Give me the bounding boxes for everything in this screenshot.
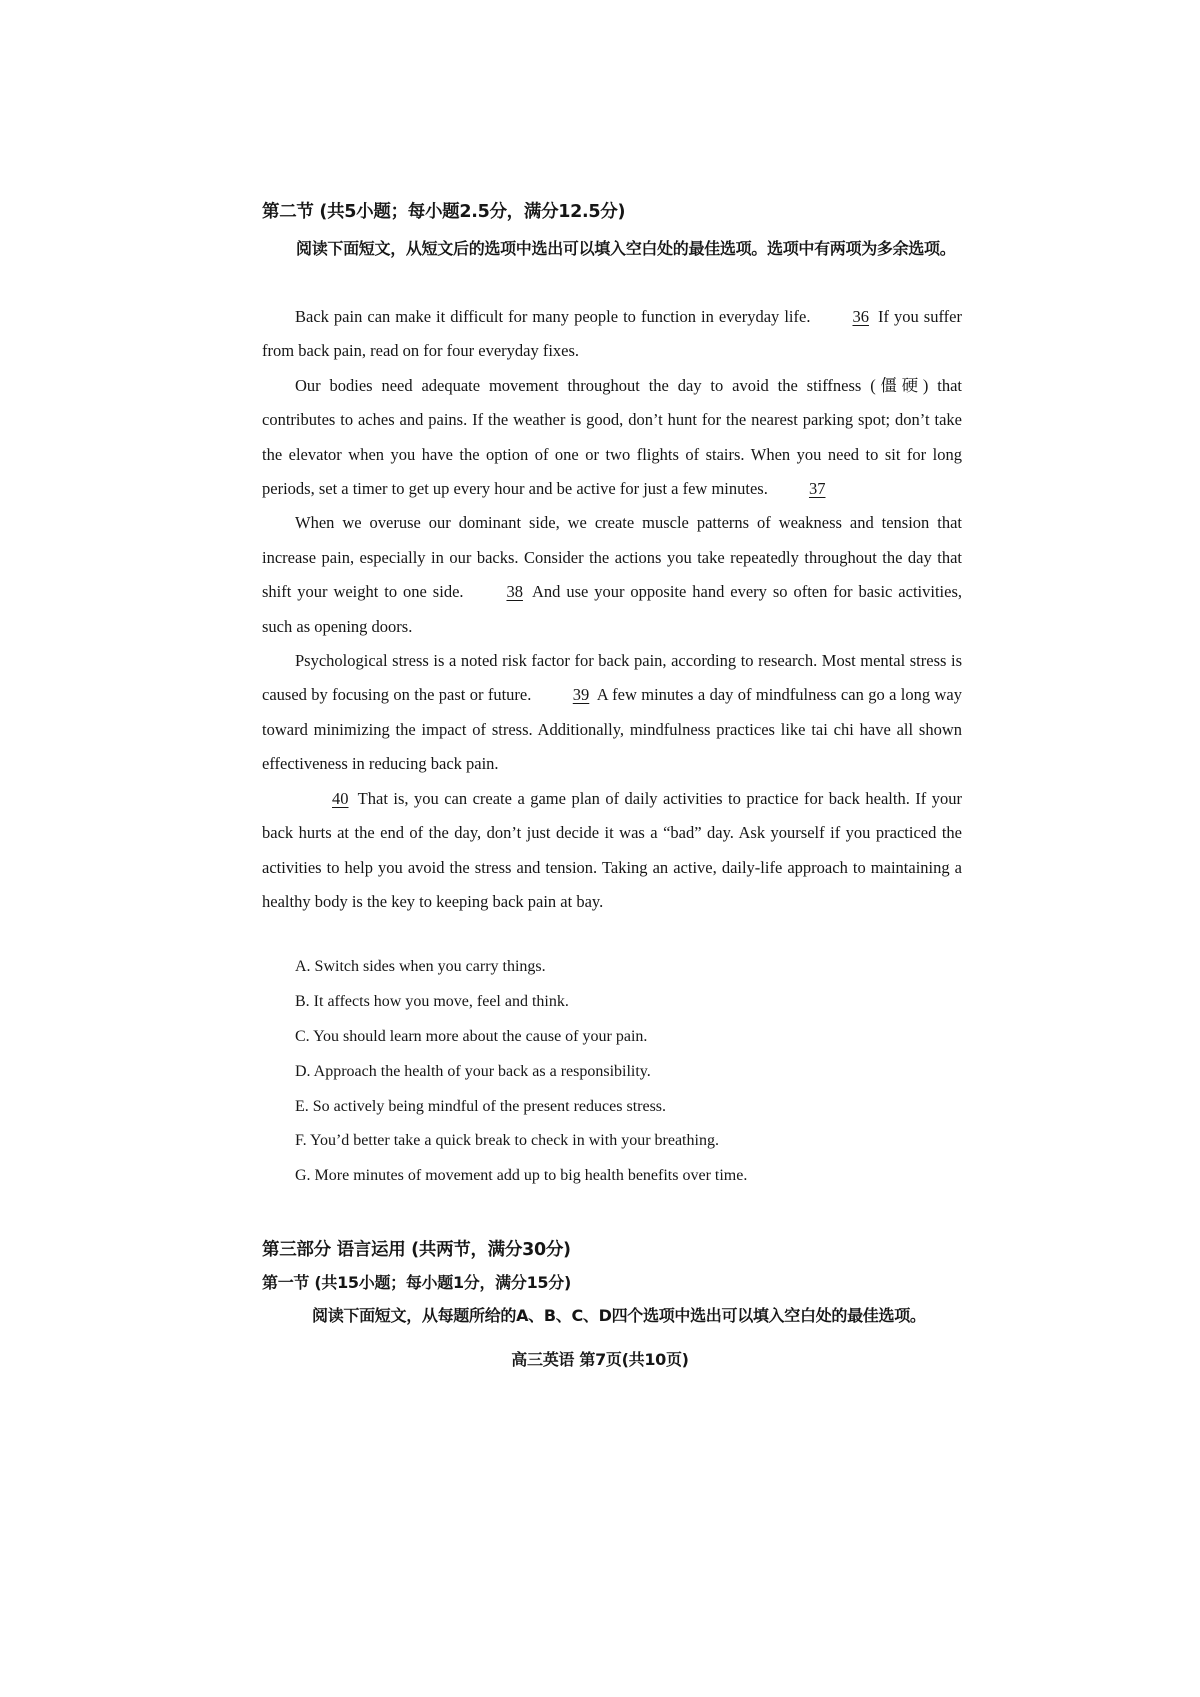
passage-paragraph-4 — [262, 644, 962, 782]
option-a: A. Switch sides when you carry things. — [295, 958, 546, 975]
reading-passage — [262, 300, 962, 919]
blank-38: 38 — [506, 582, 523, 602]
passage-paragraph-5 — [262, 782, 962, 920]
part3-instruction: 阅读下面短文，从每题所给的A、B、C、D四个选项中选出可以填入空白处的最佳选项。 — [312, 1306, 926, 1325]
p3-text-after: And use your opposite hand every so often for basic activities, such as opening doors. — [262, 582, 962, 636]
blank-36: 36 — [852, 307, 869, 326]
answer-options — [295, 950, 935, 1194]
passage-paragraph-3 — [262, 506, 962, 644]
p1-text-before: Back pain can make it difficult for many people to function in everyday life. — [295, 307, 816, 326]
p5-text-after: That is, you can create a game plan of daily activities to practice for back health. If your back hurts at the end of the day, don’t just decide it was a “bad” day. Ask yourself if you practiced the activities to help you avoid the stress and tension. Taking an active, daily-life approach to maintaining a healthy body is the key to keeping back pain at bay. — [262, 788, 962, 911]
passage-paragraph-2 — [262, 369, 962, 507]
p4-text-before: Psychological stress is a noted risk factor for back pain, according to research. Most mental stress is caused by focusing on the past or future. — [262, 651, 962, 705]
option-d: D. Approach the health of your back as a responsibility. — [295, 1062, 651, 1080]
p2-text-before: Our bodies need adequate movement throughout the day to avoid the stiffness (僵硬) that contributes to aches and pains. If the weather is good, don’t hunt for the nearest parking spot; don’t take the elevator when you have the option of one or two flights of stairs. When you need to sit for long periods, set a timer to get up every hour and be active for just a few minutes. — [262, 375, 962, 499]
part3-heading: 第三部分 语言运用 (共两节，满分30分) — [262, 1240, 571, 1260]
option-f: F. You’d better take a quick break to check in with your breathing. — [295, 1132, 719, 1150]
blank-40: 40 — [332, 788, 349, 808]
option-g: G. More minutes of movement add up to big health benefits over time. — [295, 1167, 748, 1185]
blank-39: 39 — [572, 685, 590, 705]
option-e: E. So actively being mindful of the present reduces stress. — [295, 1097, 667, 1115]
option-c: C. You should learn more about the cause of your pain. — [295, 1027, 648, 1045]
part3-section1-heading: 第一节 (共15小题；每小题1分，满分15分) — [262, 1273, 571, 1292]
page-footer: 高三英语 第7页(共10页) — [511, 1350, 689, 1369]
p1-text-after: If you suffer from back pain, read on for four everyday fixes. — [262, 307, 962, 361]
p4-text-after: A few minutes a day of mindfulness can go a long way toward minimizing the impact of stress. Additionally, mindfulness practices like tai chi have all shown effectiveness in reducing back pain. — [262, 685, 962, 774]
section2-heading: 第二节 (共5小题；每小题2.5分，满分12.5分) — [262, 202, 626, 222]
p3-text-before: When we overuse our dominant side, we create muscle patterns of weakness and tension that increase pain, especially in our backs. Consider the actions you take repeatedly throughout the day that shift your weight to one side. — [262, 513, 962, 602]
passage-paragraph-1 — [262, 300, 962, 369]
option-b: B. It affects how you move, feel and think. — [295, 992, 569, 1010]
blank-37: 37 — [808, 479, 826, 499]
section2-instruction: 阅读下面短文，从短文后的选项中选出可以填入空白处的最佳选项。选项中有两项为多余选项。 — [296, 239, 956, 258]
